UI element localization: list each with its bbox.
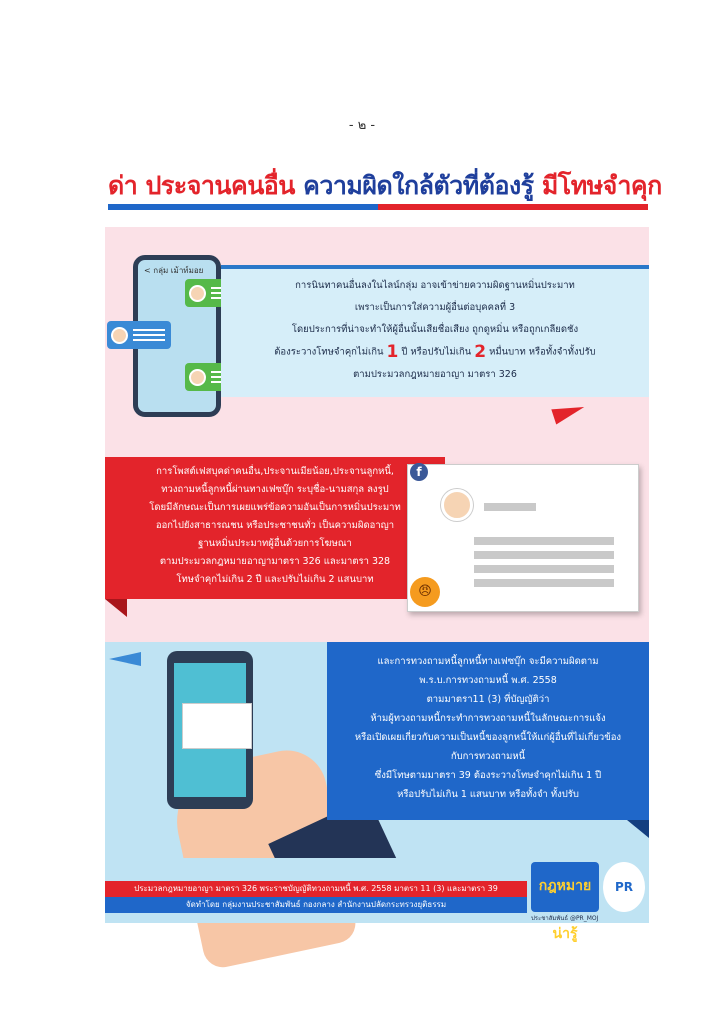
page-title [108,166,662,206]
credit-line: จัดทำโดย กลุ่มงานประชาสัมพันธ์ กองกลาง สำนักงานปลัดกระทรวงยุติธรรม [105,897,527,913]
mini-post-card [182,703,252,749]
infographic-poster [105,227,649,942]
law-knowledge-logo: กฎหมาย น่ารู้ [531,862,599,912]
facebook-icon: f [410,463,428,481]
poster-footer [105,858,649,942]
avatar [441,489,473,521]
social-handles: ประชาสัมพันธ์ @PR_MOJ [531,915,599,922]
text-placeholder [474,565,614,573]
info-line: ทวงถามหนี้ลูกหนี้ผ่านทางเฟซบุ๊ก ระบุชื่อ-นามสกุล ลงรูป [161,484,389,495]
penalty-line: ต้องระวางโทษจำคุกไม่เกิน 1 ปี หรือปรับไม่เกิน 2 หมื่นบาท หรือทั้งจำทั้งปรับ [274,342,596,362]
info-line: การนินทาคนอื่นลงในไลน์กลุ่ม อาจเข้าข่ายความผิดฐานหมิ่นประมาท [295,280,575,291]
line-gossip-info-panel [221,265,649,397]
debt-collection-info-panel [327,642,649,820]
info-line: โทษจำคุกไม่เกิน 2 ปี และปรับไม่เกิน 2 แสนบาท [176,574,374,585]
page-number: - ๒ - [348,118,376,133]
footer-band [105,881,527,913]
penalty-fine: 2 [474,342,487,362]
info-line: ออกไปยังสาธารณชน หรือประชาชนทั่ว เป็นความผิดอาญา [155,520,395,531]
law-references: ประมวลกฎหมายอาญา มาตรา 326 พระราชบัญญัติทวงถามหนี้ พ.ศ. 2558 มาตรา 11 (3) และมาตรา 39 [134,884,498,893]
panel-fold-decoration [105,599,127,617]
panel-fold-decoration [627,820,649,838]
title-part-1: ด่า ประจานคนอื่น [108,171,295,200]
info-line: หรือเปิดเผยเกี่ยวกับความเป็นหนี้ของลูกหนี้ให้แก่ผู้อื่นที่ไม่เกี่ยวข้อง [354,732,622,743]
info-line: ตามมาตรา11 (3) ที่บัญญัติว่า [426,694,550,705]
pr-logo: PR [603,862,645,912]
facebook-post-card [407,464,639,612]
info-line: ตามประมวลกฎหมายอาญามาตรา 326 และมาตรา 328 [159,556,391,567]
section-debt-collection [105,642,649,858]
chat-group-header: < กลุ่ม เม้าท์มอย [144,266,204,275]
facebook-shaming-info-panel [105,457,445,599]
paper-plane-icon [551,399,586,424]
title-part-3: มีโทษจำคุก [541,171,662,200]
info-line: ฐานหมิ่นประมาทผู้อื่นด้วยการโฆษณา [198,538,352,549]
info-line: ซึ่งมีโทษตามมาตรา 39 ต้องระวางโทษจำคุกไม่เกิน 1 ปี [374,770,602,781]
text-placeholder [484,503,536,511]
info-line: โดยประการที่น่าจะทำให้ผู้อื่นนั้นเสียชื่อเสียง ถูกดูหมิ่น หรือถูกเกลียดชัง [291,324,579,335]
info-line: เพราะเป็นการใส่ความผู้อื่นต่อบุคคลที่ 3 [354,302,516,313]
text-placeholder [474,551,614,559]
info-line: กับการทวงถามหนี้ [450,751,526,762]
info-line: และการทวงถามหนี้ลูกหนี้ทางเฟซบุ๊ก จะมีความผิดตาม [377,656,599,667]
info-line: การโพสต์เฟสบุคด่าคนอื่น,ประจานเมียน้อย,ประจานลูกหนี้, [156,466,394,477]
chat-bubble-blue [107,321,171,349]
text-placeholder [474,537,614,545]
section-facebook-post [105,442,649,642]
info-line: โดยมีลักษณะเป็นการเผยแพร่ข้อความอันเป็นการหมิ่นประมาท [149,502,401,513]
title-part-2: ความผิดใกล้ตัวที่ต้องรู้ [303,171,534,200]
text-placeholder [474,579,614,587]
paper-plane-icon [109,652,141,666]
title-underline [108,204,648,210]
phone-illustration [167,651,253,809]
section-line-group [105,227,649,442]
law-reference: ตามประมวลกฎหมายอาญา มาตรา 326 [353,368,517,380]
angry-emoji-icon: 😠 [410,577,440,607]
info-line: หรือปรับไม่เกิน 1 แสนบาท หรือทั้งจำ ทั้งปรับ [397,789,579,800]
info-line: พ.ร.บ.การทวงถามหนี้ พ.ศ. 2558 [419,675,557,686]
info-line: ห้ามผู้ทวงถามหนี้กระทำการทวงถามหนี้ในลักษณะการแจ้ง [370,713,606,724]
penalty-years: 1 [386,342,399,362]
